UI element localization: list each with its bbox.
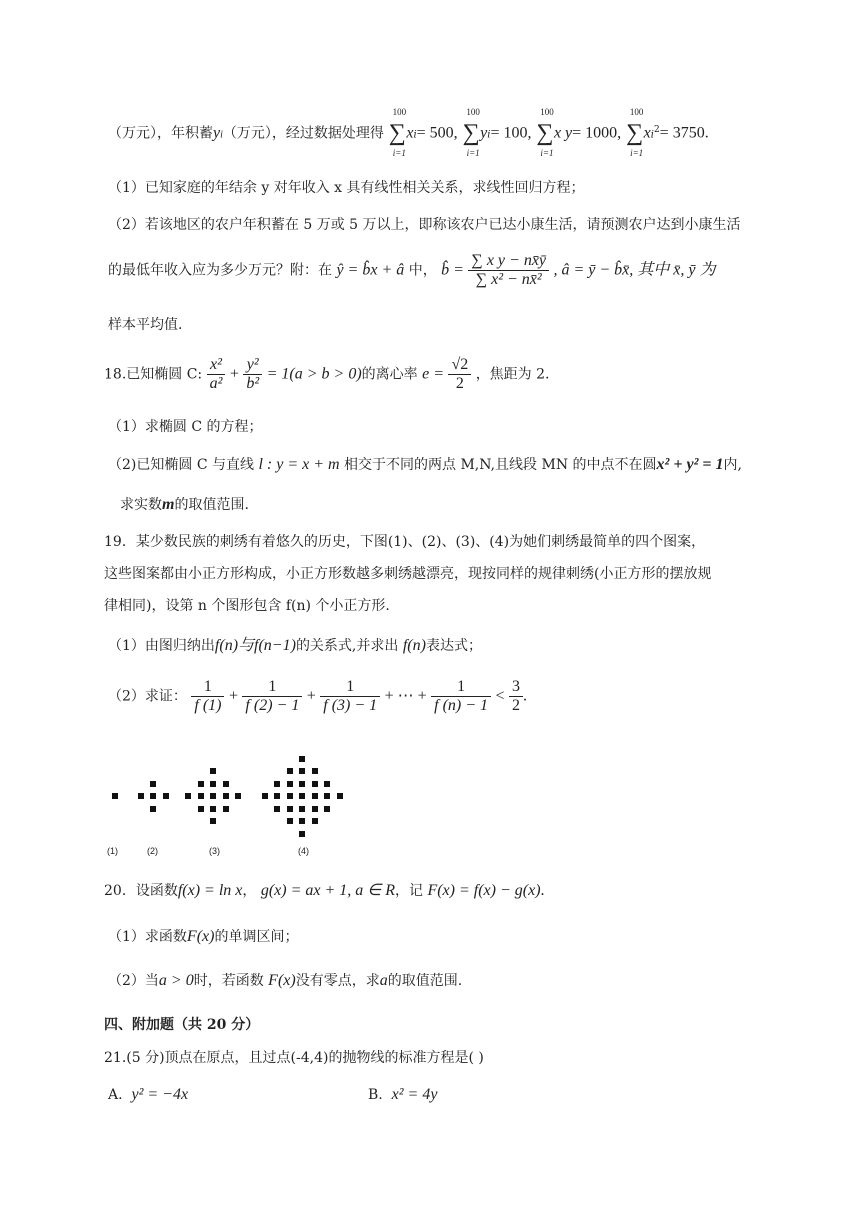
embroidery-square (223, 793, 229, 799)
embroidery-square (299, 756, 305, 762)
figure-label-3: (3) (209, 846, 220, 856)
embroidery-square (185, 793, 191, 799)
sum-symbol: ∑ 100 i=1 (462, 107, 480, 158)
embroidery-square (223, 806, 229, 812)
q17-part3: 样本平均值. (108, 317, 183, 333)
x-over-a-fraction: $\frac{\text{x²}}{\text{a²}}$ (207, 356, 226, 393)
q17-part1: （1）已知家庭的年结余 y 对年收入 x 具有线性相关关系，求线性回归方程； (108, 180, 585, 196)
q19-line1: 19．某少数民族的刺绣有着悠久的历史，下图(1)、(2)、(3)、(4)为她们刺绣最简单的四个图案， (104, 534, 706, 550)
q18-part2-cont: 求实数m的取值范围. (120, 496, 249, 513)
embroidery-square (223, 781, 229, 787)
embroidery-square (274, 781, 280, 787)
embroidery-square (150, 781, 156, 787)
embroidery-square (324, 793, 330, 799)
embroidery-square (287, 768, 293, 774)
embroidery-square (112, 793, 118, 799)
embroidery-square (210, 806, 216, 812)
section-heading-additional: 四、附加题（共 20 分） (104, 1017, 260, 1033)
q20-part1: （1）求函数F(x)的单调区间； (108, 928, 299, 945)
embroidery-square (210, 818, 216, 824)
embroidery-square (210, 768, 216, 774)
embroidery-square (299, 768, 305, 774)
embroidery-square (299, 793, 305, 799)
embroidery-square (287, 806, 293, 812)
embroidery-square (198, 781, 204, 787)
embroidery-square (299, 831, 305, 837)
q17-part2: （2）若该地区的农户年积蓄在 5 万或 5 万以上，即称该农户已达小康生活，请预测农户达到小康生活 (108, 217, 741, 233)
embroidery-square (312, 781, 318, 787)
embroidery-square (312, 768, 318, 774)
embroidery-square (312, 818, 318, 824)
figure-label-4: (4) (298, 846, 309, 856)
embroidery-square (312, 793, 318, 799)
q20-part2: （2）当a > 0时，若函数 F(x)没有零点，求a的取值范围. (108, 972, 463, 989)
embroidery-square (299, 781, 305, 787)
embroidery-square (163, 793, 169, 799)
embroidery-square (150, 806, 156, 812)
q19-part1: （1）由图归纳出f(n)与f(n−1)的关系式,并求出 f(n)表达式； (108, 637, 482, 654)
embroidery-square (274, 806, 280, 812)
embroidery-square (287, 818, 293, 824)
embroidery-square (324, 781, 330, 787)
q21-option-a: A. y² = −4x (108, 1086, 189, 1103)
embroidery-square (262, 793, 268, 799)
embroidery-square (138, 793, 144, 799)
embroidery-square (274, 793, 280, 799)
q21-stem: 21.(5 分)顶点在原点，且过点(-4,4)的抛物线的标准方程是( ) (104, 1050, 484, 1066)
data-summary-line: （万元），年积蓄yi（万元），经过数据处理得 ∑ 100 i=1 xi= 500, ∑ 100 i=1 yi= 100, ∑ 100 i=1 x y= 1000, ∑ 100 i=1 $xi^2= 3750$. (108, 107, 709, 158)
embroidery-square (287, 793, 293, 799)
q19-line3: 律相同)，设第 n 个图形包含 f(n) 个小正方形. (104, 598, 390, 614)
sum-symbol: ∑ 100 i=1 (536, 107, 554, 158)
embroidery-square (287, 781, 293, 787)
embroidery-square (235, 793, 241, 799)
y-over-b-fraction: $\frac{\text{y²}}{\text{b²}}$ (243, 356, 262, 393)
q18-part1: （1）求椭圆 C 的方程； (108, 419, 263, 435)
embroidery-square (210, 781, 216, 787)
figure-label-2: (2) (147, 846, 158, 856)
q21-option-b: B. x² = 4y (368, 1086, 438, 1103)
embroidery-square (210, 793, 216, 799)
q20-stem: 20．设函数f(x) = ln x， g(x) = ax + 1, a ∈ R，记 F(x) = f(x) − g(x). (104, 882, 545, 899)
sum-symbol: ∑ 100 i=1 (626, 107, 644, 158)
embroidery-square (198, 793, 204, 799)
embroidery-square (324, 806, 330, 812)
q17-formula-line: 的最低年收入应为多少万元？附：在 ŷ = b̂x + â 中， b̂ = $\frac{\text{∑ x y − nx̄ȳ}}{\text{∑ x² − nx̄²}}$ , â = ȳ − b̂x̄, 其中 x̄, ȳ 为 (108, 252, 716, 288)
q19-part2-inequality: （2）求证： $\frac{1}{f (1)}$ + $\frac{1}{f (2) - 1}$ + $\frac{1}{f (3) - 1}$ + ⋯ + $\frac{1}{f (n) - 1}$ < $\frac{3}{2}$ . (108, 678, 527, 714)
embroidery-square (312, 806, 318, 812)
embroidery-square (198, 806, 204, 812)
q18-part2: （2)已知椭圆 C 与直线 l : y = x + m 相交于不同的两点 M,N,且线段 MN 的中点不在圆x² + y² = 1内, (108, 456, 742, 473)
q18-stem: 18.已知椭圆 C: $\frac{\text{x²}}{\text{a²}}$ + $\frac{\text{y²}}{\text{b²}}$ = 1(a > b > 0)的离心率 e = $\frac{√2}{2}$ ，焦距为 2. (104, 356, 550, 392)
q19-line2: 这些图案都由小正方形构成，小正方形数越多刺绣越漂亮，现按同样的规律刺绣(小正方形的摆放规 (104, 566, 712, 582)
regression-fraction: $\frac{\text{∑ x y − nx̄ȳ}}{\text{∑ x² − nx̄²}}$ (468, 252, 549, 289)
embroidery-square (299, 818, 305, 824)
embroidery-square (337, 793, 343, 799)
eccentricity-fraction: $\frac{√2}{2}$ (448, 356, 471, 393)
embroidery-square (150, 793, 156, 799)
embroidery-square (299, 806, 305, 812)
figure-label-1: (1) (107, 846, 118, 856)
sum-symbol: ∑ 100 i=1 (388, 107, 407, 158)
